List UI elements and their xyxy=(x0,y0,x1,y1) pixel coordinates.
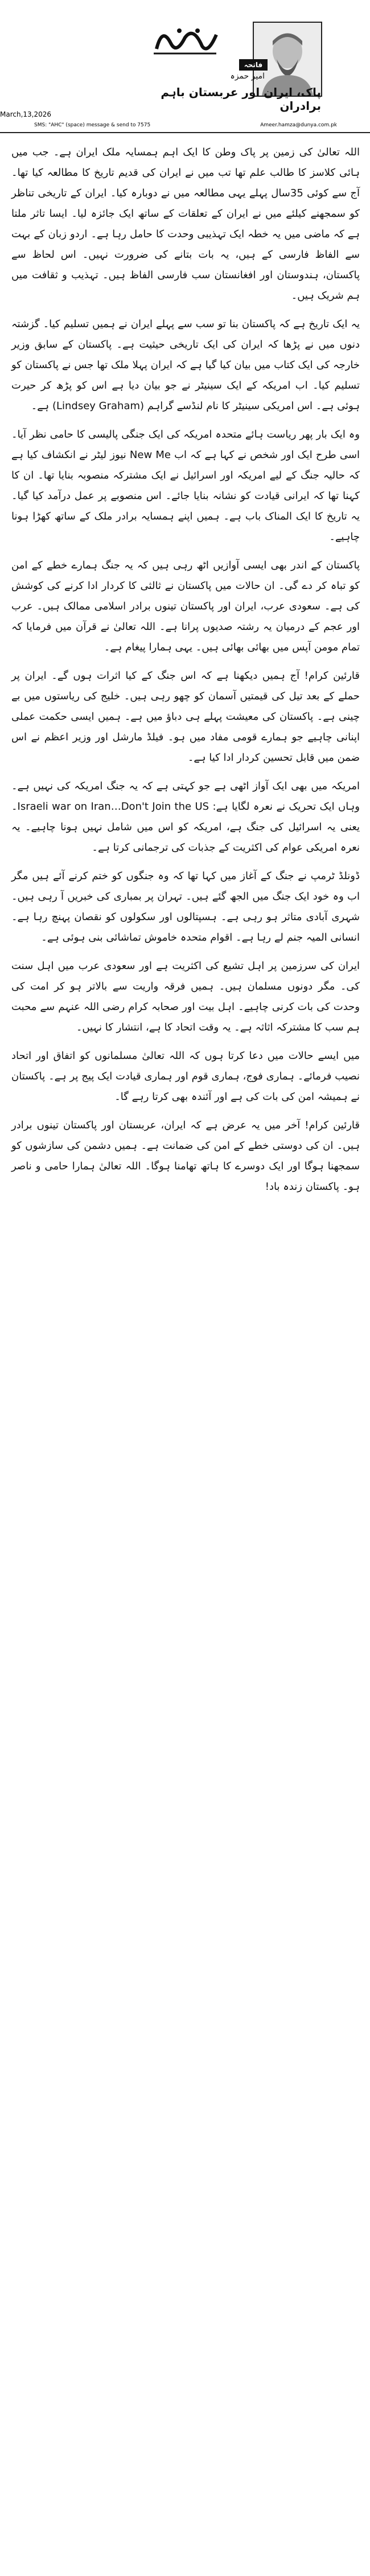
column-badge: فاتحہ xyxy=(239,59,268,71)
article-paragraph: پاکستان کے اندر بھی ایسی آوازیں اٹھ رہی ہیں کہ یہ جنگ ہمارے خطے کے امن کو تباہ کر دے گی۔ ان حالات میں پاکستان نے ثالثی کا کردار ادا کرنے کی کوشش کی ہے۔ سعودی عرب، ایران اور پاکستان تینوں برادر اسلامی ممالک ہیں۔ عرب اور عجم کے درمیان یہ رشتہ صدیوں پرانا ہے۔ اللہ تعالیٰ نے قرآن میں فرمایا کہ تمام مومن آپس میں بھائی بھائی ہیں۔ یہی ہمارا پیغام ہے۔ xyxy=(11,559,360,653)
article-paragraph: وہ ایک بار پھر ریاست ہائے متحدہ امریکہ کی ایک جنگی پالیسی کا حامی نظر آیا۔ اسی طرح ایک اور شخص نے کہا ہے کہ اب New Me نیوز لیٹر نے انکشاف کیا ہے کہ حالیہ جنگ کے لیے امریکہ اور اسرائیل نے ایک مشترکہ منصوبہ بنایا تھا۔ ان کا کہنا تھا کہ ایرانی قیادت کو نشانہ بنایا جائے۔ اس منصوبے پر عمل درآمد کیا گیا۔ یہ تاریخ کا ایک المناک باب ہے۔ ہمیں اپنے ہمسایہ برادر ملک کے ساتھ کھڑا ہونا چاہیے۔ xyxy=(11,428,360,543)
top-strip xyxy=(0,0,370,19)
article-body xyxy=(11,142,360,1228)
article-paragraph: امریکہ میں بھی ایک آواز اٹھی ہے جو کہتی ہے کہ یہ جنگ امریکہ کی نہیں ہے۔ وہاں ایک تحریک نے نعرہ لگایا ہے: Israeli war on Iran…Don't Join the US۔ یعنی یہ اسرائیل کی جنگ ہے، امریکہ کو اس میں شامل نہیں ہونا چاہیے۔ یہ نعرہ امریکی عوام کی اکثریت کے جذبات کی ترجمانی کرتا ہے۔ xyxy=(11,780,360,854)
author-email[interactable]: Ameer.hamza@dunya.com.pk xyxy=(260,122,337,128)
article-paragraph: یہ ایک تاریخ ہے کہ پاکستان بنا تو سب سے پہلے ایران نے ہمیں تسلیم کیا۔ گزشتہ دنوں میں نے پڑھا کہ ایران کی ایک تاریخی حیثیت ہے۔ پاکستان کے سابق وزیر خارجہ کی ایک کتاب میں بیان کیا گیا ہے کہ ایران پہلا ملک تھا جس نے پاکستان کو تسلیم کیا۔ اب امریکہ کے ایک سینیٹر نے جو بیان دیا ہے اس کو پڑھ کر حیرت ہوئی ہے۔ اس امریکی سینیٹر کا نام لنڈسے گراہم (Lindsey Graham) ہے۔ xyxy=(11,318,360,412)
article-paragraph: قارئین کرام! آخر میں یہ عرض ہے کہ ایران، عربستان اور پاکستان تینوں برادر ہیں۔ ان کی دوستی خطے کے امن کی ضمانت ہے۔ ہمیں دشمن کی سازشوں کو سمجھنا ہوگا اور ایک دوسرے کا ہاتھ تھامنا ہوگا۔ اللہ تعالیٰ ہمارا حامی و ناصر ہو۔ پاکستان زندہ باد! xyxy=(11,1119,360,1193)
sms-line: SMS: "AHC" (space) message & send to 7575 xyxy=(34,122,151,128)
article-paragraph: ڈونلڈ ٹرمپ نے جنگ کے آغاز میں کہا تھا کہ وہ جنگوں کو ختم کرنے آئے ہیں مگر اب وہ خود ایک جنگ میں الجھ گئے ہیں۔ تہران پر بمباری کی خبریں آ رہی ہیں۔ شہری آبادی متاثر ہو رہی ہے۔ ہسپتالوں اور سکولوں کو نقصان پہنچ رہا ہے۔ انسانی المیہ جنم لے رہا ہے۔ اقوام متحدہ خاموش تماشائی بنی ہوئی ہے۔ xyxy=(11,870,360,943)
article-paragraph: قارئین کرام! آج ہمیں دیکھنا ہے کہ اس جنگ کے کیا اثرات ہوں گے۔ ایران پر حملے کے بعد تیل کی قیمتیں آسمان کو چھو رہی ہیں۔ خلیج کی ریاستوں میں بے چینی ہے۔ پاکستان کی معیشت پہلے ہی دباؤ میں ہے۔ ہمیں ایسی حکمت عملی اپنانی چاہیے جو ہمارے قومی مفاد میں ہو۔ فیلڈ مارشل اور وزیر اعظم نے اس ضمن میں قابل تحسین کردار ادا کیا ہے۔ xyxy=(11,670,360,764)
article-paragraph: میں ایسے حالات میں دعا کرتا ہوں کہ اللہ تعالیٰ مسلمانوں کو اتفاق اور اتحاد نصیب فرمائے۔ ہماری فوج، ہماری قوم اور ہماری قیادت ایک پیج پر ہے۔ پاکستان نے ہمیشہ امن کی بات کی ہے اور آئندہ بھی کرتا رہے گا۔ xyxy=(11,1050,360,1103)
publish-date: March,13,2026 xyxy=(0,110,52,118)
article-paragraph: ایران کی سرزمین پر اہل تشیع کی اکثریت ہے اور سعودی عرب میں اہل سنت کی۔ مگر دونوں مسلمان ہیں۔ ہمیں فرقہ واریت سے بالاتر ہو کر امت کی وحدت کی بات کرنی چاہیے۔ اہل بیت اور صحابہ کرام رضی اللہ عنہم سے محبت ہم سب کا مشترکہ اثاثہ ہے۔ یہ وقت اتحاد کا ہے، انتشار کا نہیں۔ xyxy=(11,960,360,1033)
article-paragraph: اللہ تعالیٰ کی زمین پر پاک وطن کا ایک اہم ہمسایہ ملک ایران ہے۔ جب میں ہائی کلاسز کا طالب علم تھا تب میں نے ایران کی قدیم تاریخ کا مطالعہ کیا تھا۔ آج سے کوئی 35سال پہلے یہی مطالعہ میں نے دوبارہ کیا۔ ایران کے تاریخی تناظر کو سمجھنے کیلئے میں نے ایران کے تعلقات کے ساتھ ایک جائزہ لیا۔ ایسا تاثر ملتا ہے کہ ماضی میں یہ خطہ ایک تہذیبی وحدت کا حامل رہا ہے۔ اردو زبان کے بہت سے الفاظ فارسی کے ہیں، یہ بات بتانے کی ضرورت نہیں۔ اس لحاظ سے پاکستان، ہندوستان اور افغانستان سب فارسی الفاظ ہیں۔ تہذیب و ثقافت میں ہم شریک ہیں۔ xyxy=(11,146,360,302)
header-rule xyxy=(0,132,370,133)
newspaper-logo xyxy=(145,20,225,60)
column-header xyxy=(0,19,370,138)
author-name: امیر حمزہ xyxy=(230,72,265,81)
bottom-spacer xyxy=(11,1205,360,1228)
article-title: پاک، ایران اور عربستان باہم برادران xyxy=(161,85,321,113)
logo-graphic xyxy=(145,20,225,60)
